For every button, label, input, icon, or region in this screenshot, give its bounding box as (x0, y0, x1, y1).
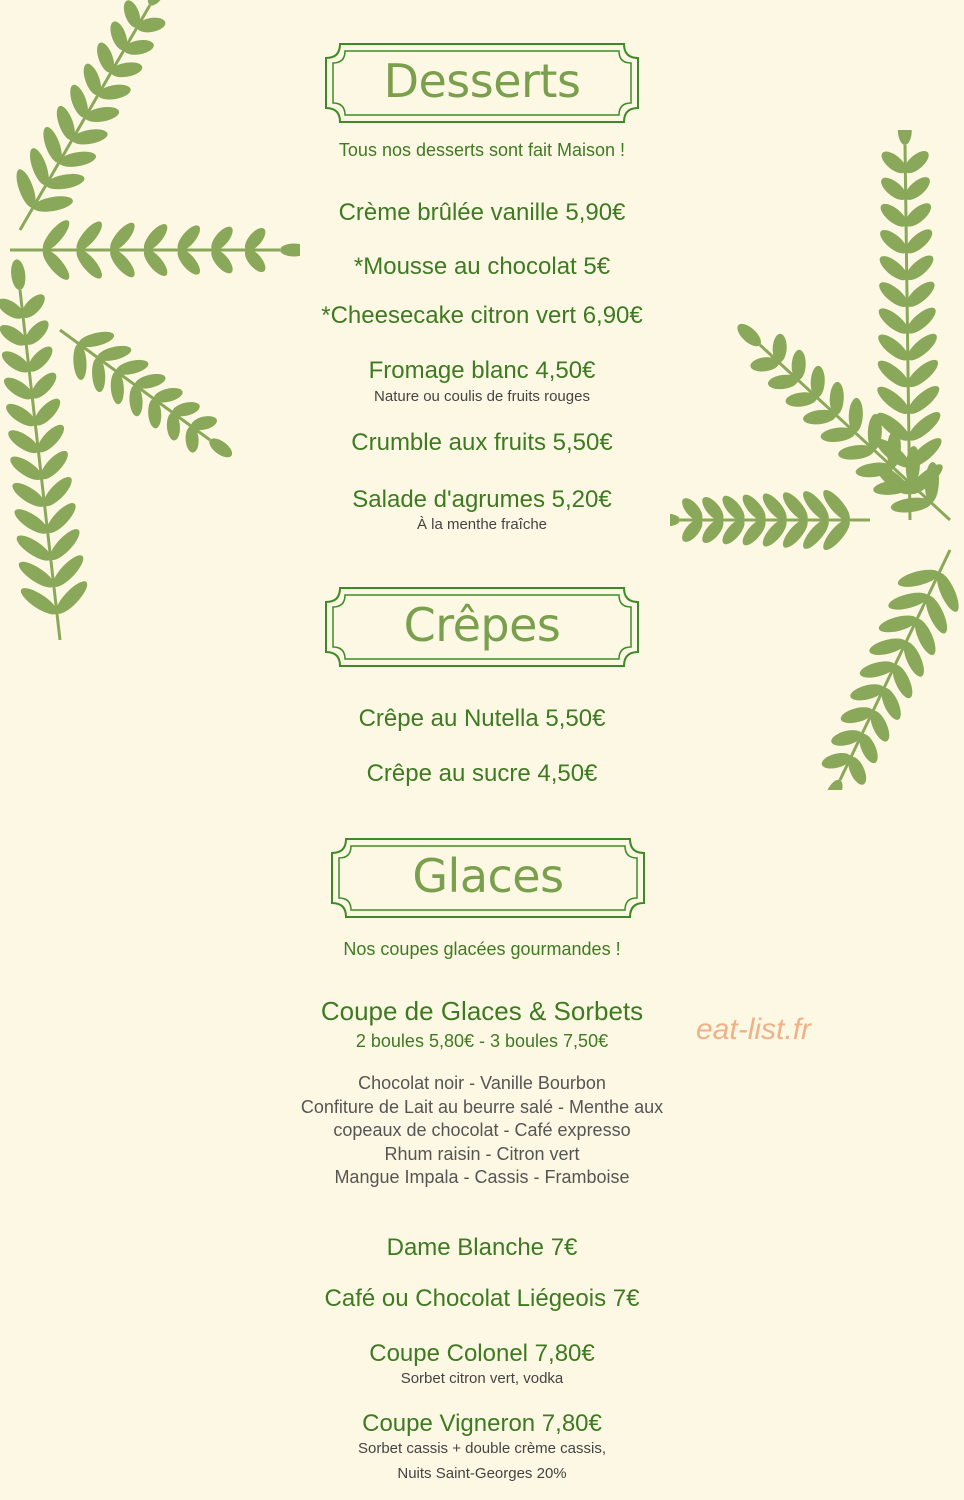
menu-item-note: Sorbet cassis + double crème cassis, (357, 1440, 607, 1457)
menu-item: Crumble aux fruits 5,50€ (351, 429, 613, 456)
desserts-title: Desserts (383, 54, 581, 108)
glaces-subtitle: Nos coupes glacées gourmandes ! (343, 939, 621, 959)
flavors-list (0, 1072, 964, 1190)
menu-item: Salade d'agrumes 5,20€ (352, 486, 612, 513)
glaces-title-frame (330, 837, 646, 919)
menu-item: Crêpe au sucre 4,50€ (366, 760, 598, 787)
desserts-subtitle: Tous nos desserts sont fait Maison ! (338, 140, 626, 160)
menu-item: *Cheesecake citron vert 6,90€ (321, 302, 643, 329)
menu-item: Coupe Vigneron 7,80€ (362, 1410, 602, 1437)
watermark: eat-list.fr (696, 1013, 812, 1046)
menu-item: Coupe Colonel 7,80€ (369, 1340, 595, 1367)
crepes-title-frame (324, 586, 640, 668)
menu-item-note: Nature ou coulis de fruits rouges (374, 388, 590, 405)
menu-item: Fromage blanc 4,50€ (368, 357, 596, 384)
fern-leaf-right-icon (670, 130, 964, 790)
flavor-line: Chocolat noir - Vanille Bourbon (358, 1073, 606, 1093)
flavor-line: Rhum raisin - Citron vert (384, 1143, 580, 1164)
flavor-line: copeaux de chocolat - Café expresso (333, 1120, 631, 1140)
menu-item: Dame Blanche 7€ (386, 1234, 578, 1261)
menu-item-note: À la menthe fraîche (416, 516, 548, 533)
menu-item: Café ou Chocolat Liégeois 7€ (324, 1285, 640, 1312)
menu-item-note: Sorbet citron vert, vodka (400, 1370, 564, 1387)
desserts-title-frame (324, 42, 640, 124)
coupe-price: 2 boules 5,80€ - 3 boules 7,50€ (355, 1031, 609, 1051)
menu-item: Crème brûlée vanille 5,90€ (338, 199, 626, 226)
menu-item: Crêpe au Nutella 5,50€ (358, 705, 606, 732)
coupe-name: Coupe de Glaces & Sorbets (320, 996, 644, 1026)
flavor-line: Confiture de Lait au beurre salé - Menthe aux (300, 1096, 664, 1117)
flavor-line: Mangue Impala - Cassis - Framboise (334, 1167, 630, 1187)
fern-leaf-left-icon (0, 0, 300, 660)
crepes-title: Crêpes (403, 598, 561, 652)
glaces-title: Glaces (412, 849, 564, 903)
menu-item-note: Nuits Saint-Georges 20% (397, 1465, 567, 1482)
menu-item: *Mousse au chocolat 5€ (353, 253, 611, 280)
